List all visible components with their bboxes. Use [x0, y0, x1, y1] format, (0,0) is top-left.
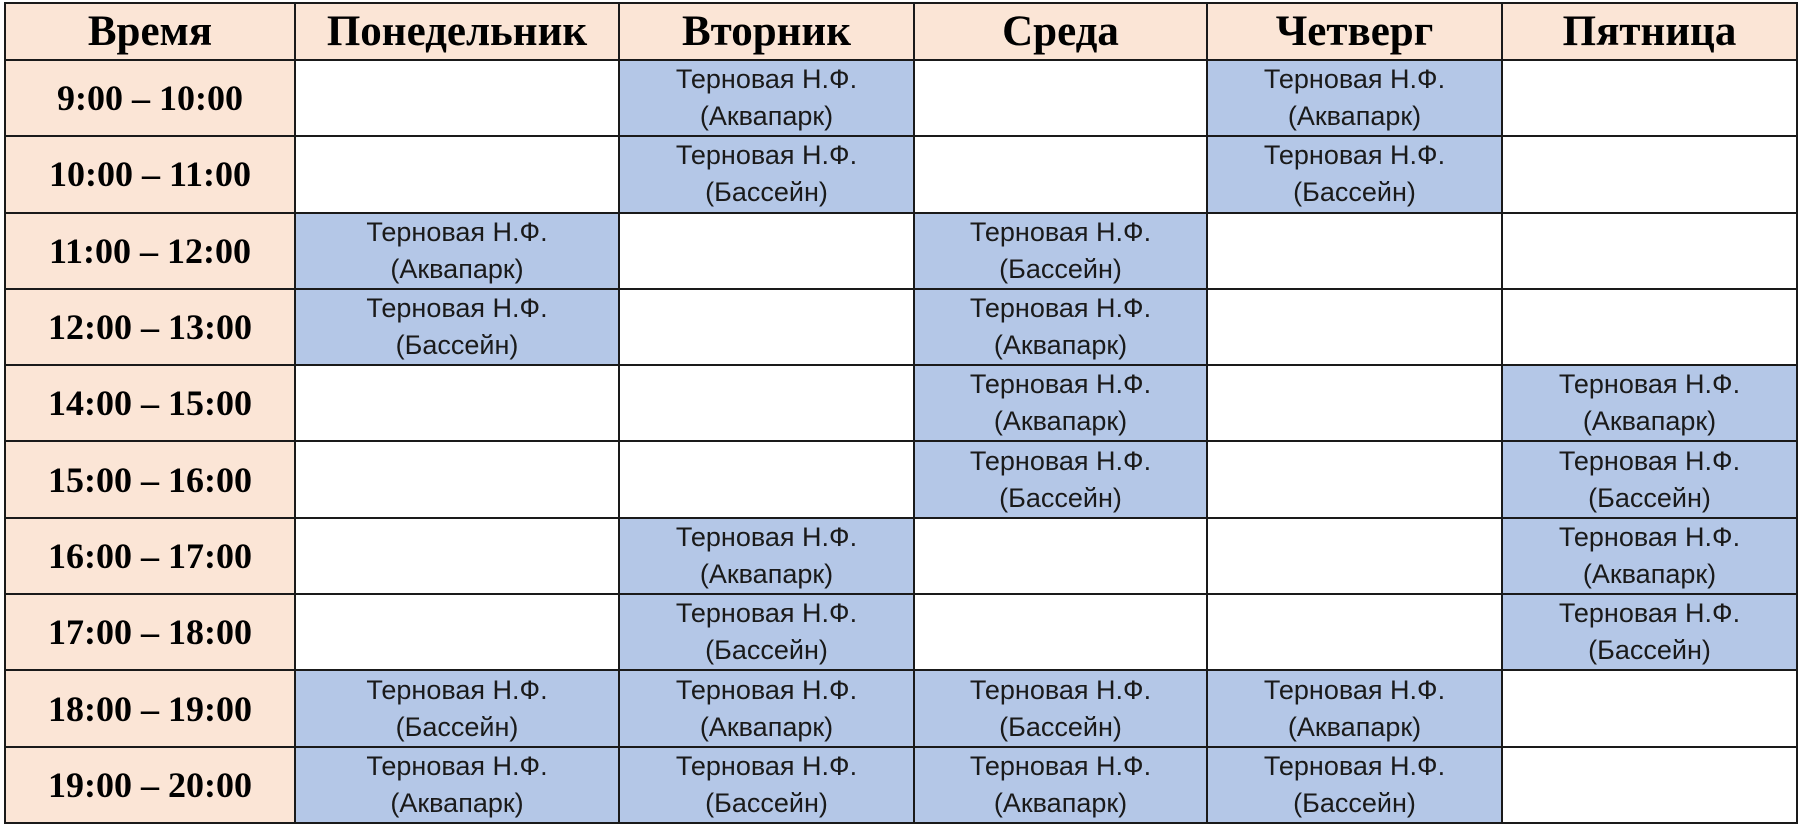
instructor-name: Терновая Н.Ф.	[969, 293, 1152, 324]
schedule-cell-wednesday	[914, 60, 1207, 136]
venue-name: (Бассейн)	[395, 330, 519, 361]
schedule-cell-tuesday	[619, 136, 914, 212]
time-slot-label: 11:00 – 12:00	[5, 213, 295, 289]
venue-name: (Бассейн)	[1293, 787, 1416, 818]
schedule-cell-monday	[295, 670, 619, 746]
schedule-cell-tuesday	[619, 747, 914, 823]
schedule-cell-monday	[295, 441, 619, 517]
venue-name: (Бассейн)	[705, 635, 828, 666]
schedule-cell-monday	[295, 289, 619, 365]
schedule-cell-tuesday	[619, 670, 914, 746]
schedule-cell-friday	[1502, 441, 1797, 517]
schedule-cell-friday	[1502, 747, 1797, 823]
instructor-name: Терновая Н.Ф.	[1263, 64, 1446, 95]
instructor-name: Терновая Н.Ф.	[366, 750, 548, 781]
venue-name: (Аквапарк)	[699, 101, 834, 132]
instructor-name: Терновая Н.Ф.	[1263, 140, 1446, 171]
header-day-thursday: Четверг	[1207, 3, 1502, 60]
table-row	[5, 136, 1797, 212]
instructor-name: Терновая Н.Ф.	[969, 445, 1152, 476]
table-row	[5, 594, 1797, 670]
table-row	[5, 518, 1797, 594]
schedule-cell-tuesday	[619, 289, 914, 365]
schedule-cell-thursday	[1207, 747, 1502, 823]
schedule-cell-thursday	[1207, 594, 1502, 670]
schedule-body	[5, 60, 1797, 823]
schedule-cell-monday	[295, 365, 619, 441]
schedule-cell-wednesday	[914, 670, 1207, 746]
venue-name: (Аквапарк)	[390, 787, 524, 818]
schedule-cell-tuesday	[619, 365, 914, 441]
time-slot-label: 18:00 – 19:00	[5, 670, 295, 746]
schedule-cell-monday	[295, 60, 619, 136]
time-slot-label: 10:00 – 11:00	[5, 136, 295, 212]
table-row	[5, 441, 1797, 517]
venue-name: (Аквапарк)	[390, 253, 524, 284]
schedule-cell-tuesday	[619, 594, 914, 670]
schedule-cell-wednesday	[914, 441, 1207, 517]
schedule-cell-wednesday	[914, 289, 1207, 365]
schedule-cell-monday	[295, 747, 619, 823]
schedule-cell-thursday	[1207, 365, 1502, 441]
header-day-tuesday: Вторник	[619, 3, 914, 60]
schedule-cell-friday	[1502, 365, 1797, 441]
header-time: Время	[5, 3, 295, 60]
header-day-friday: Пятница	[1502, 3, 1797, 60]
venue-name: (Аквапарк)	[699, 558, 834, 589]
time-slot-label: 16:00 – 17:00	[5, 518, 295, 594]
schedule-cell-tuesday	[619, 60, 914, 136]
venue-name: (Аквапарк)	[699, 711, 834, 742]
schedule-cell-monday	[295, 518, 619, 594]
schedule-cell-monday	[295, 213, 619, 289]
venue-name: (Бассейн)	[999, 482, 1122, 513]
schedule-cell-thursday	[1207, 518, 1502, 594]
venue-name: (Бассейн)	[999, 711, 1122, 742]
schedule-cell-thursday	[1207, 289, 1502, 365]
header-day-monday: Понедельник	[295, 3, 619, 60]
venue-name: (Аквапарк)	[993, 406, 1128, 437]
instructor-name: Терновая Н.Ф.	[675, 598, 858, 629]
table-row	[5, 365, 1797, 441]
time-slot-label: 15:00 – 16:00	[5, 441, 295, 517]
table-row	[5, 60, 1797, 136]
schedule-cell-thursday	[1207, 213, 1502, 289]
venue-name: (Бассейн)	[705, 787, 828, 818]
table-row	[5, 747, 1797, 823]
schedule-cell-thursday	[1207, 136, 1502, 212]
table-row	[5, 289, 1797, 365]
schedule-cell-wednesday	[914, 213, 1207, 289]
instructor-name: Терновая Н.Ф.	[1558, 598, 1741, 629]
instructor-name: Терновая Н.Ф.	[675, 674, 858, 705]
venue-name: (Бассейн)	[705, 177, 828, 208]
venue-name: (Аквапарк)	[993, 787, 1128, 818]
venue-name: (Аквапарк)	[993, 330, 1128, 361]
instructor-name: Терновая Н.Ф.	[969, 674, 1152, 705]
schedule-cell-wednesday	[914, 518, 1207, 594]
schedule-cell-thursday	[1207, 441, 1502, 517]
instructor-name: Терновая Н.Ф.	[1558, 521, 1741, 552]
venue-name: (Бассейн)	[1588, 482, 1711, 513]
instructor-name: Терновая Н.Ф.	[1558, 445, 1741, 476]
schedule-cell-tuesday	[619, 441, 914, 517]
instructor-name: Терновая Н.Ф.	[366, 216, 548, 247]
schedule-cell-friday	[1502, 518, 1797, 594]
instructor-name: Терновая Н.Ф.	[366, 293, 548, 324]
schedule-cell-friday	[1502, 213, 1797, 289]
time-slot-label: 12:00 – 13:00	[5, 289, 295, 365]
schedule-cell-thursday	[1207, 670, 1502, 746]
header-row	[5, 3, 1797, 60]
venue-name: (Бассейн)	[999, 253, 1122, 284]
instructor-name: Терновая Н.Ф.	[1558, 369, 1741, 400]
venue-name: (Бассейн)	[395, 711, 519, 742]
schedule-table	[4, 2, 1798, 824]
venue-name: (Аквапарк)	[1287, 711, 1422, 742]
schedule-cell-monday	[295, 136, 619, 212]
instructor-name: Терновая Н.Ф.	[969, 750, 1152, 781]
venue-name: (Бассейн)	[1588, 635, 1711, 666]
schedule-cell-wednesday	[914, 747, 1207, 823]
schedule-cell-friday	[1502, 136, 1797, 212]
schedule-cell-monday	[295, 594, 619, 670]
instructor-name: Терновая Н.Ф.	[1263, 674, 1446, 705]
time-slot-label: 19:00 – 20:00	[5, 747, 295, 823]
schedule-cell-wednesday	[914, 365, 1207, 441]
instructor-name: Терновая Н.Ф.	[969, 216, 1152, 247]
schedule-cell-friday	[1502, 594, 1797, 670]
schedule-cell-thursday	[1207, 60, 1502, 136]
schedule-cell-wednesday	[914, 594, 1207, 670]
schedule-cell-wednesday	[914, 136, 1207, 212]
schedule-cell-friday	[1502, 60, 1797, 136]
instructor-name: Терновая Н.Ф.	[366, 674, 548, 705]
venue-name: (Аквапарк)	[1287, 101, 1422, 132]
instructor-name: Терновая Н.Ф.	[675, 521, 858, 552]
time-slot-label: 17:00 – 18:00	[5, 594, 295, 670]
schedule-cell-tuesday	[619, 518, 914, 594]
table-row	[5, 670, 1797, 746]
time-slot-label: 9:00 – 10:00	[5, 60, 295, 136]
header-day-wednesday: Среда	[914, 3, 1207, 60]
instructor-name: Терновая Н.Ф.	[675, 140, 858, 171]
venue-name: (Бассейн)	[1293, 177, 1416, 208]
venue-name: (Аквапарк)	[1582, 406, 1717, 437]
instructor-name: Терновая Н.Ф.	[675, 750, 858, 781]
venue-name: (Аквапарк)	[1582, 558, 1717, 589]
table-row	[5, 213, 1797, 289]
instructor-name: Терновая Н.Ф.	[675, 64, 858, 95]
schedule-header	[5, 3, 1797, 60]
schedule-cell-friday	[1502, 670, 1797, 746]
instructor-name: Терновая Н.Ф.	[969, 369, 1152, 400]
time-slot-label: 14:00 – 15:00	[5, 365, 295, 441]
instructor-name: Терновая Н.Ф.	[1263, 750, 1446, 781]
schedule-cell-tuesday	[619, 213, 914, 289]
schedule-cell-friday	[1502, 289, 1797, 365]
